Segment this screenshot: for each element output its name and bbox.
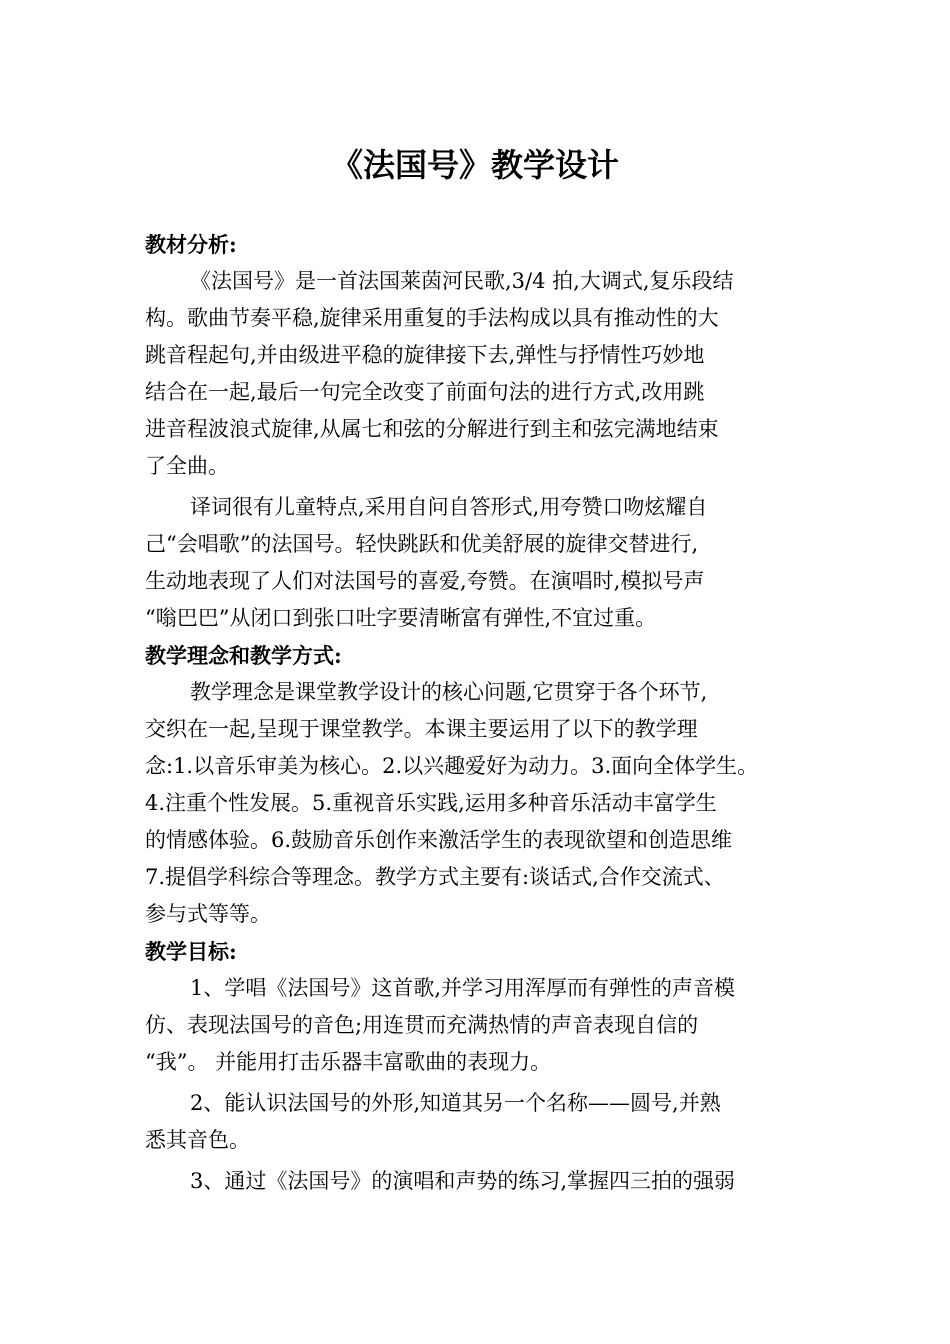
document-body: [145, 226, 820, 1200]
text-line: 译词很有儿童特点,采用自问自答形式,用夸赞口吻炫耀自: [190, 495, 708, 519]
text-line: 生动地表现了人们对法国号的喜爱,夸赞。在演唱时,模拟号声: [145, 569, 705, 593]
text-line: 交织在一起,呈现于课堂教学。本课主要运用了以下的教学理: [145, 717, 698, 741]
paragraph: [145, 263, 820, 485]
text-line: 悉其音色。: [145, 1128, 250, 1152]
text-line: 结合在一起,最后一句完全改变了前面句法的进行方式,改用跳: [145, 380, 705, 404]
paragraph: [145, 674, 820, 933]
section-teaching-goals: [145, 933, 820, 1200]
text-line: 3、通过《法国号》的演唱和声势的练习,掌握四三拍的强弱: [190, 1169, 736, 1193]
section-material-analysis: [145, 226, 820, 637]
paragraph: [145, 970, 820, 1081]
paragraph: [145, 1163, 820, 1200]
text-line: 己“会唱歌”的法国号。轻快跳跃和优美舒展的旋律交替进行,: [145, 532, 699, 556]
text-line: 1、学唱《法国号》这首歌,并学习用浑厚而有弹性的声音模: [190, 976, 736, 1000]
text-line: 7.提倡学科综合等理念。教学方式主要有:谈话式,合作交流式、: [145, 865, 725, 889]
text-line: 4.注重个性发展。5.重视音乐实践,运用多种音乐活动丰富学生: [145, 791, 717, 815]
section-teaching-philosophy: [145, 637, 820, 933]
section-heading: 教学理念和教学方式:: [145, 643, 342, 668]
text-line: 教学理念是课堂教学设计的核心问题,它贯穿于各个环节,: [190, 680, 708, 704]
paragraph: [145, 1085, 820, 1159]
text-line: 跳音程起句,并由级进平稳的旋律接下去,弹性与抒情性巧妙地: [145, 343, 705, 367]
text-line: 了全曲。: [145, 454, 229, 478]
paragraph: [145, 489, 820, 637]
text-line: 《法国号》是一首法国莱茵河民歌,3/4 拍,大调式,复乐段结: [190, 269, 734, 293]
text-line: 2、能认识法国号的外形,知道其另一个名称——圆号,并熟: [190, 1091, 721, 1115]
text-line: 的情感体验。6.鼓励音乐创作来激活学生的表现欲望和创造思维: [145, 828, 733, 852]
text-line: 进音程波浪式旋律,从属七和弦的分解进行到主和弦完满地结束: [145, 417, 719, 441]
section-heading: 教材分析:: [145, 232, 237, 257]
text-line: 念:1.以音乐审美为核心。2.以兴趣爱好为动力。3.面向全体学生。: [145, 754, 759, 778]
text-line: 构。歌曲节奏平稳,旋律采用重复的手法构成以具有推动性的大: [145, 306, 719, 330]
section-heading: 教学目标:: [145, 939, 237, 964]
text-line: 参与式等等。: [145, 902, 271, 926]
text-line: “我”。 并能用打击乐器丰富歌曲的表现力。: [145, 1050, 552, 1074]
page-title: 《法国号》教学设计: [330, 146, 619, 184]
text-line: 仿、表现法国号的音色;用连贯而充满热情的声音表现自信的: [145, 1013, 699, 1037]
text-line: “嗡巴巴”从闭口到张口吐字要清晰富有弹性,不宜过重。: [145, 606, 657, 630]
